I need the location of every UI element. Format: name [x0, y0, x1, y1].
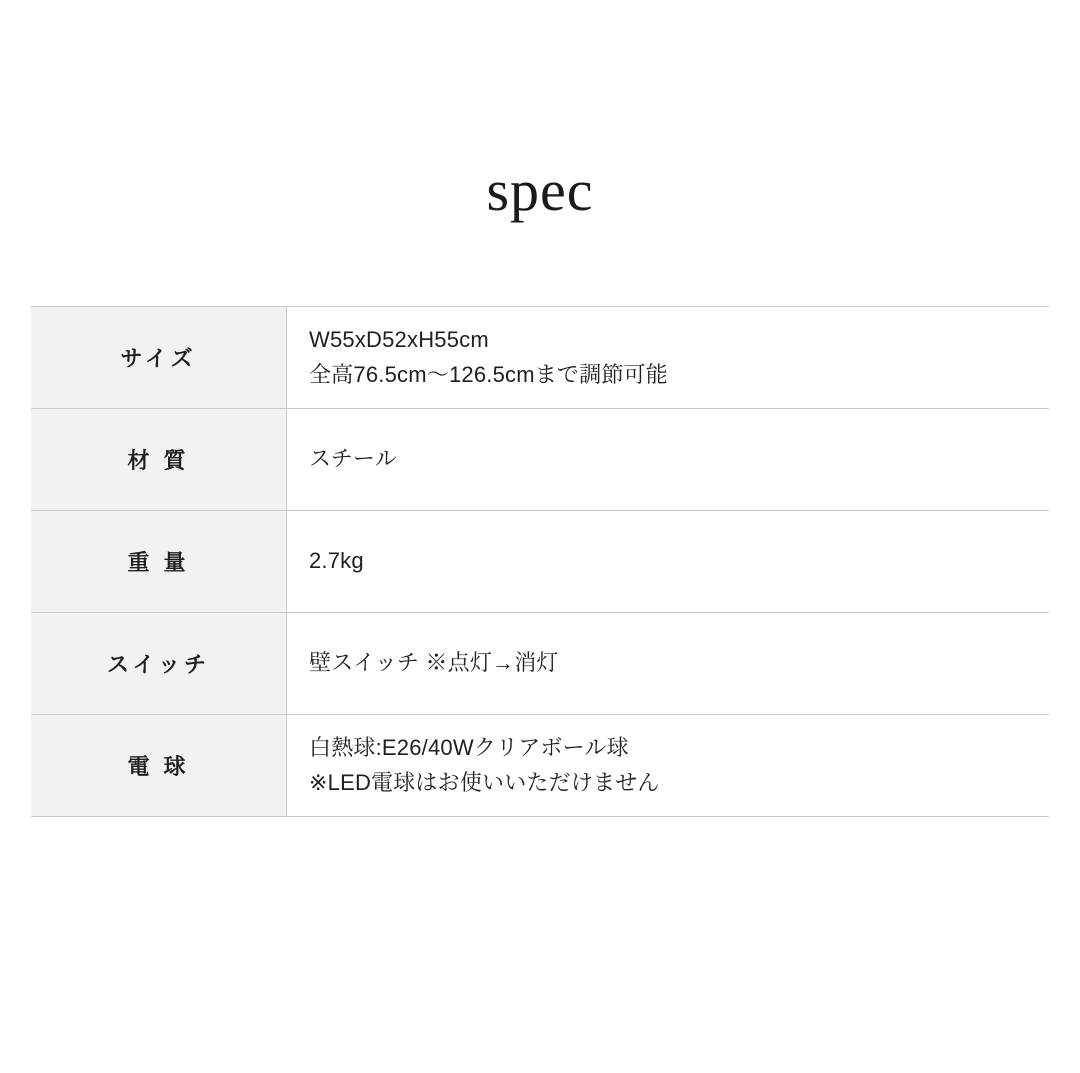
spec-value-line: W55xD52xH55cm — [309, 327, 489, 353]
spec-value-line: スチール — [309, 446, 397, 472]
table-row — [31, 613, 1049, 715]
spec-value-size — [287, 307, 1050, 409]
spec-value-bulb — [287, 715, 1050, 817]
spec-label-size: サイズ — [31, 307, 287, 409]
spec-value-material — [287, 409, 1050, 511]
spec-table-body — [31, 307, 1049, 817]
spec-table-container — [31, 220, 1049, 817]
spec-value-switch — [287, 613, 1050, 715]
table-row — [31, 307, 1049, 409]
spec-table — [31, 306, 1049, 817]
table-row — [31, 715, 1049, 817]
spec-value-line: 白熱球:E26/40Wクリアボール球 — [309, 735, 629, 761]
spec-value-weight — [287, 511, 1050, 613]
spec-value-line: 2.7kg — [309, 548, 364, 574]
table-row — [31, 409, 1049, 511]
page-title: spec — [486, 158, 594, 223]
spec-value-line: ※LED電球はお使いいただけません — [309, 769, 660, 795]
spec-label-material: 材 質 — [31, 409, 287, 511]
spec-label-bulb: 電 球 — [31, 715, 287, 817]
spec-label-switch: スイッチ — [31, 613, 287, 715]
spec-value-line: 全高76.5cm〜126.5cmまで調節可能 — [309, 361, 668, 387]
table-row — [31, 511, 1049, 613]
spec-label-weight: 重 量 — [31, 511, 287, 613]
spec-value-line: 壁スイッチ ※点灯→消灯 — [309, 650, 559, 676]
